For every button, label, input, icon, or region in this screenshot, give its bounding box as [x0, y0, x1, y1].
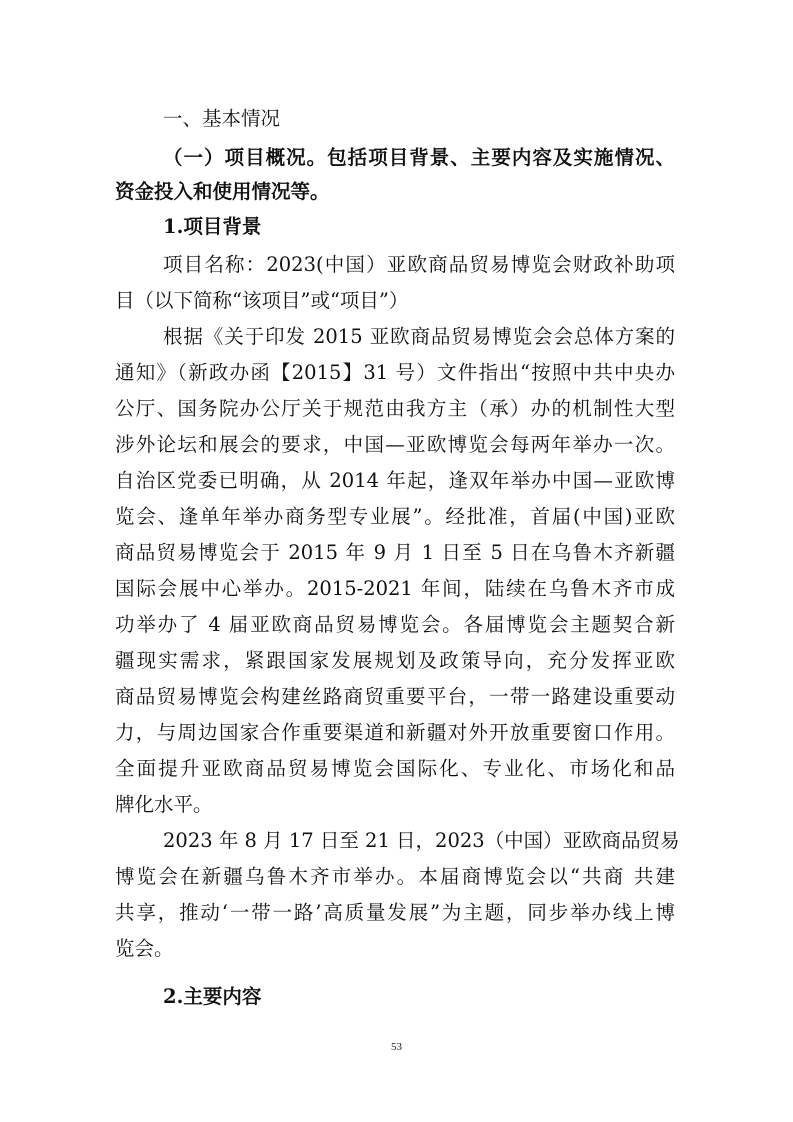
background-line-9: 功举办了 4 届亚欧商品贸易博览会。各届博览会主题契合新 [115, 613, 675, 636]
item1-heading: 1.项目背景 [163, 215, 262, 238]
background-line-14: 牌化水平。 [115, 793, 213, 816]
background-line-6: 览会、逢单年举办商务型专业展”。经批准，首届(中国)亚欧 [115, 505, 675, 528]
subsection-heading-line-1: （一）项目概况。包括项目背景、主要内容及实施情况、 [163, 146, 675, 169]
para-2023-line-3: 共享，推动‘一带一路’高质量发展”为主题，同步举办线上博 [115, 901, 675, 924]
background-line-2: 通知》（新政办函【2015】31 号）文件指出“按照中共中央办 [115, 361, 675, 384]
section-heading: 一、基本情况 [163, 107, 281, 130]
background-line-10: 疆现实需求，紧跟国家发展规划及政策导向，充分发挥亚欧 [115, 649, 675, 672]
project-name-line-2: 目（以下简称“该项目”或“项目”） [115, 289, 409, 312]
background-line-8: 国际会展中心举办。2015-2021 年间，陆续在乌鲁木齐市成 [115, 577, 675, 600]
background-line-4: 涉外论坛和展会的要求，中国—亚欧博览会每两年举办一次。 [115, 433, 675, 456]
background-line-7: 商品贸易博览会于 2015 年 9 月 1 日至 5 日在乌鲁木齐新疆 [115, 541, 675, 564]
para-2023-line-4: 览会。 [115, 937, 174, 960]
para-2023-line-1: 2023 年 8 月 17 日至 21 日，2023（中国）亚欧商品贸易 [163, 829, 680, 852]
background-line-5: 自治区党委已明确，从 2014 年起，逢双年举办中国—亚欧博 [115, 469, 675, 492]
subsection-heading-line-2: 资金投入和使用情况等。 [115, 180, 330, 203]
background-line-1: 根据《关于印发 2015 亚欧商品贸易博览会会总体方案的 [163, 325, 675, 348]
item2-heading: 2.主要内容 [163, 985, 262, 1008]
para-2023-line-2: 博览会在新疆乌鲁木齐市举办。本届商博览会以“共商 共建 [115, 865, 675, 888]
project-name-line-1: 项目名称：2023(中国）亚欧商品贸易博览会财政补助项 [163, 253, 675, 276]
page-number: 53 [391, 1041, 402, 1053]
background-line-13: 全面提升亚欧商品贸易博览会国际化、专业化、市场化和品 [115, 757, 675, 780]
background-line-3: 公厅、国务院办公厅关于规范由我方主（承）办的机制性大型 [115, 397, 675, 420]
background-line-12: 力，与周边国家合作重要渠道和新疆对外开放重要窗口作用。 [115, 721, 675, 744]
background-line-11: 商品贸易博览会构建丝路商贸重要平台，一带一路建设重要动 [115, 685, 675, 708]
